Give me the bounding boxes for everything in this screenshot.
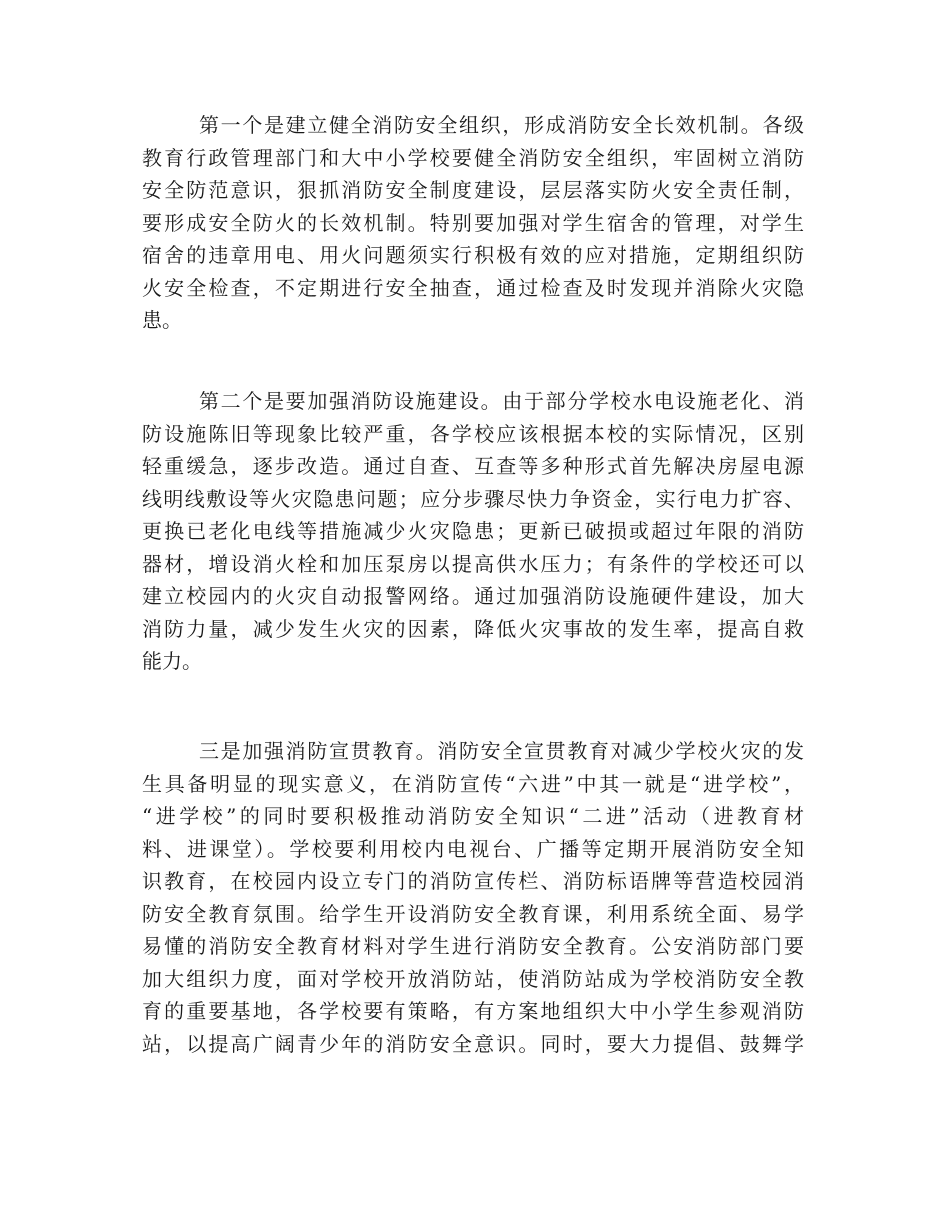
text-line: 易懂的消防安全教育材料对学生进行消防安全教育。公安消防部门要	[142, 934, 804, 958]
text-line: 轻重缓急，逐步改造。通过自查、互查等多种形式首先解决房屋电源	[142, 454, 804, 478]
text-line: 能力。	[142, 649, 202, 673]
text-line: 料、进课堂）。学校要利用校内电视台、广播等定期开展消防安全知	[142, 836, 804, 861]
text-line: 宿舍的违章用电、用火问题须实行积极有效的应对措施，定期组织防	[142, 243, 804, 267]
text-line: 患。	[142, 308, 182, 332]
text-line: 生具备明显的现实意义，在消防宣传“六进”中其一就是“进学校”，	[142, 771, 804, 796]
text-line: 识教育，在校园内设立专门的消防宣传栏、消防标语牌等营造校园消	[142, 869, 804, 893]
text-line: 线明线敷设等火灾隐患问题；应分步骤尽快力争资金，实行电力扩容、	[142, 486, 804, 511]
text-line: 第二个是要加强消防设施建设。由于部分学校水电设施老化、消	[199, 389, 804, 413]
paragraph-organization	[142, 109, 804, 337]
text-line: 加大组织力度，面对学校开放消防站，使消防站成为学校消防安全教	[142, 966, 804, 991]
text-line: 安全防范意识，狠抓消防安全制度建设，层层落实防火安全责任制，	[142, 178, 804, 202]
text-line: 消防力量，减少发生火灾的因素，降低火灾事故的发生率，提高自救	[142, 616, 804, 641]
text-line: 更换已老化电线等措施减少火灾隐患；更新已破损或超过年限的消防	[142, 519, 804, 543]
text-line: 三是加强消防宣贯教育。消防安全宣贯教育对减少学校火灾的发	[199, 739, 804, 763]
text-line: 第一个是建立健全消防安全组织，形成消防安全长效机制。各级	[199, 113, 804, 137]
text-line: 站，以提高广阔青少年的消防安全意识。同时，要大力提倡、鼓舞学	[142, 1031, 804, 1056]
text-line: 防设施陈旧等现象比较严重，各学校应该根据本校的实际情况，区别	[142, 421, 804, 446]
paragraph-facilities	[142, 385, 804, 678]
text-line: 防安全教育氛围。给学生开设消防安全教育课，利用系统全面、易学	[142, 901, 804, 926]
paragraph-education	[142, 735, 804, 1060]
text-line: 育的重要基地，各学校要有策略，有方案地组织大中小学生参观消防	[142, 999, 804, 1023]
text-line: 要形成安全防火的长效机制。特别要加强对学生宿舍的管理，对学生	[142, 210, 804, 235]
text-line: 器材，增设消火栓和加压泵房以提高供水压力；有条件的学校还可以	[142, 551, 804, 576]
text-line: 教育行政管理部门和大中小学校要健全消防安全组织，牢固树立消防	[142, 145, 804, 170]
text-line: 火安全检查，不定期进行安全抽查，通过检查及时发现并消除火灾隐	[142, 275, 804, 300]
text-line: “进学校”的同时要积极推动消防安全知识“二进”活动（进教育材	[142, 804, 804, 828]
text-line: 建立校园内的火灾自动报警网络。通过加强消防设施硬件建设，加大	[142, 584, 804, 608]
